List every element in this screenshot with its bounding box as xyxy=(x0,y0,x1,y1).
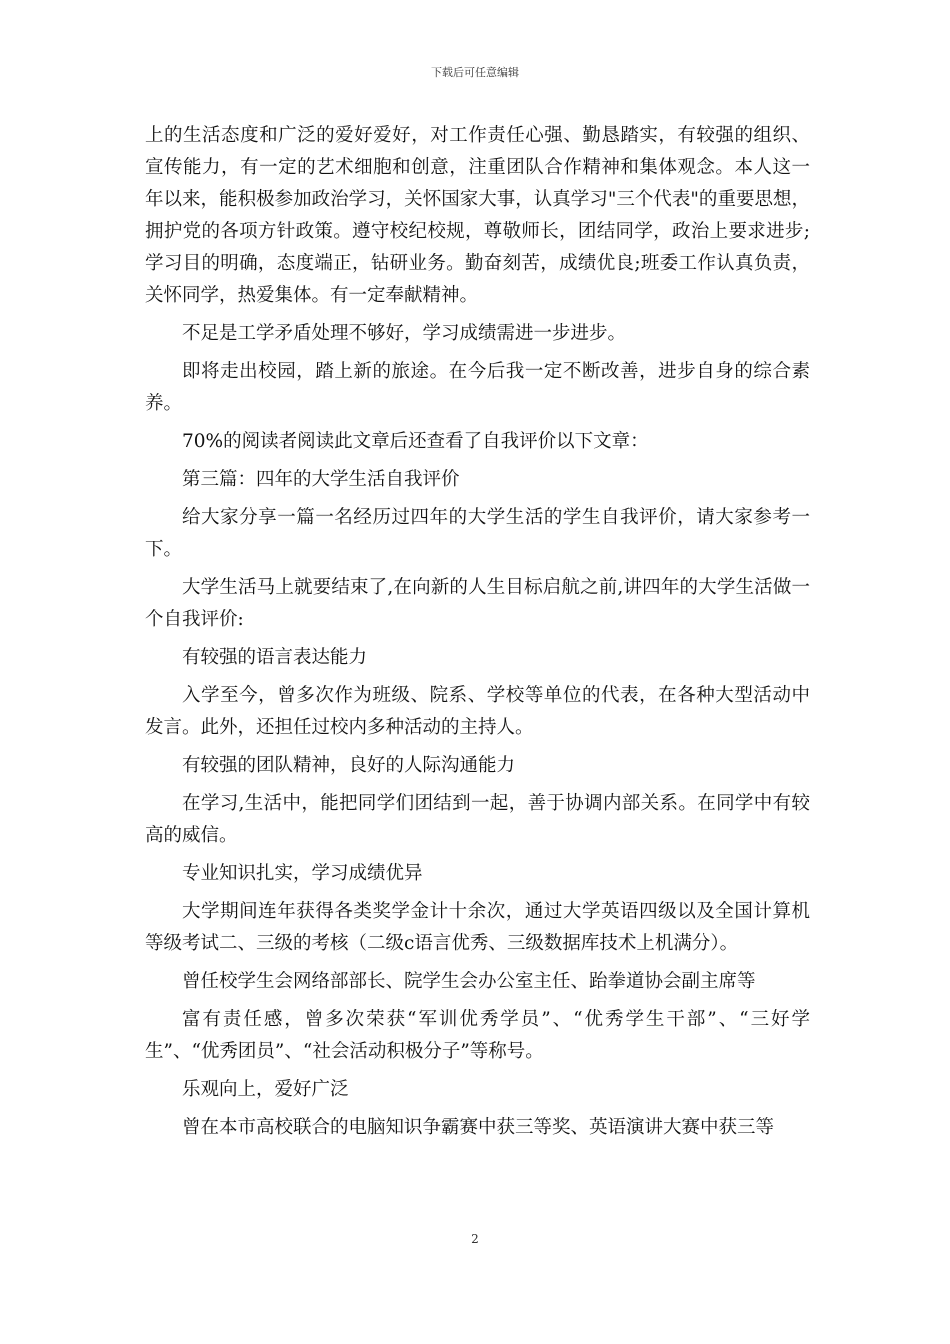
paragraph: 70%的阅读者阅读此文章后还查看了自我评价以下文章： xyxy=(182,431,649,452)
paragraph: 曾任校学生会网络部部长、院学生会办公室主任、跆拳道协会副主席等 xyxy=(182,971,756,992)
paragraph: 富有责任感，曾多次荣获“军训优秀学员”、“优秀学生干部”、“三好学生”、“优秀团员”、“社会活动积极分子”等称号。 xyxy=(145,1009,810,1062)
document-body xyxy=(145,120,810,1150)
paragraph: 即将走出校园，踏上新的旅途。在今后我一定不断改善，进步自身的综合素养。 xyxy=(145,361,810,414)
subheading: 有较强的语言表达能力 xyxy=(182,647,368,668)
paragraph: 在学习,生活中，能把同学们团结到一起，善于协调内部关系。在同学中有较高的威信。 xyxy=(145,793,810,846)
paragraph: 大学生活马上就要结束了,在向新的人生目标启航之前,讲四年的大学生活做一个自我评价: xyxy=(145,577,810,630)
page-header: 下载后可任意编辑 xyxy=(431,66,519,79)
paragraph: 不足是工学矛盾处理不够好，学习成绩需进一步进步。 xyxy=(182,323,627,344)
subheading: 乐观向上，爱好广泛 xyxy=(182,1079,349,1100)
paragraph: 入学至今，曾多次作为班级、院系、学校等单位的代表，在各种大型活动中发言。此外，还担任过校内多种活动的主持人。 xyxy=(145,685,810,738)
paragraph: 曾在本市高校联合的电脑知识争霸赛中获三等奖、英语演讲大赛中获三等 xyxy=(182,1117,775,1138)
paragraph: 给大家分享一篇一名经历过四年的大学生活的学生自我评价，请大家参考一下。 xyxy=(145,507,810,560)
subheading: 专业知识扎实，学习成绩优异 xyxy=(182,863,423,884)
paragraph-continuation: 上的生活态度和广泛的爱好爱好，对工作责任心强、勤恳踏实，有较强的组织、宣传能力，有一定的艺术细胞和创意，注重团队合作精神和集体观念。本人这一年以来，能积极参加政治学习，关怀国家大事，认真学习"三个代表"的重要思想，拥护党的各项方针政策。遵守校纪校规，尊敬师长，团结同学，政治上要求进步;学习目的明确，态度端正，钻研业务。勤奋刻苦，成绩优良;班委工作认真负责，关怀同学，热爱集体。有一定奉献精神。 xyxy=(145,125,810,306)
paragraph: 大学期间连年获得各类奖学金计十余次，通过大学英语四级以及全国计算机等级考试二、三级的考核（二级c语言优秀、三级数据库技术上机满分）。 xyxy=(145,901,810,954)
section-title: 第三篇：四年的大学生活自我评价 xyxy=(182,469,460,490)
subheading: 有较强的团队精神，良好的人际沟通能力 xyxy=(182,755,516,776)
page-number: 2 xyxy=(471,1232,479,1246)
